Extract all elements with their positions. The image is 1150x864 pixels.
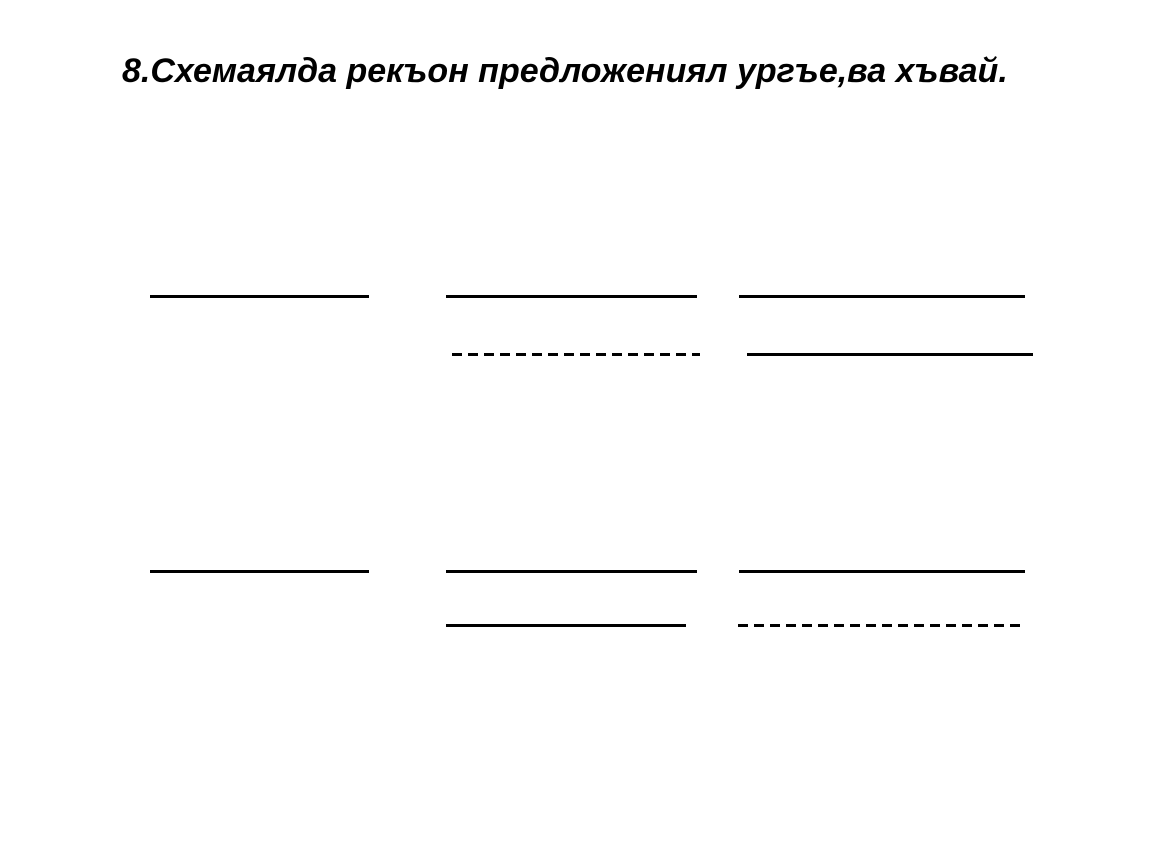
page-title: 8.Схемаялда рекъон предложениял ургъе,ва хъвай.	[122, 52, 1008, 90]
scheme-1-subject-line	[150, 295, 369, 298]
scheme-2-predicate-line-b	[739, 570, 1025, 573]
scheme-2-subject-line	[150, 570, 369, 573]
scheme-1-predicate-line-a	[446, 295, 697, 298]
scheme-1-predicate-line-b	[739, 295, 1025, 298]
scheme-1-dashed-line	[452, 353, 700, 356]
scheme-2-dashed-line	[738, 624, 1020, 627]
scheme-2-solid-line	[446, 624, 686, 627]
scheme-1-solid-line	[747, 353, 1033, 356]
scheme-2-predicate-line-a	[446, 570, 697, 573]
